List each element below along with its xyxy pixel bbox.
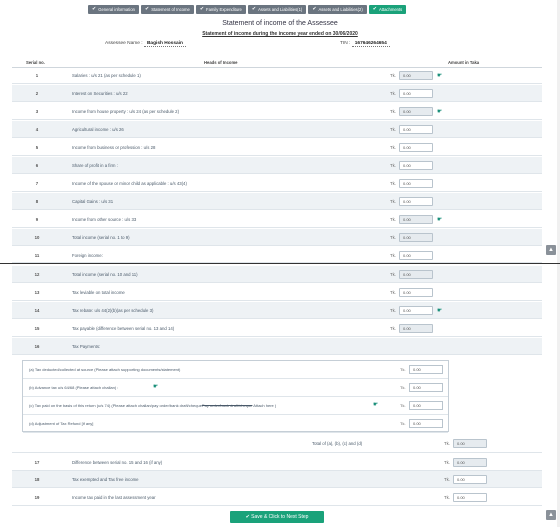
table-row: 15 Tax payable (difference between serial no. 13 and 14) Tk. 0.00 [12,320,542,337]
table-row [12,338,542,355]
income-head: Income from business or profession : u/s 28 [72,145,156,150]
serial-no: 3 [35,109,39,114]
tab-5[interactable]: ✔ Attachments [369,5,406,14]
tab-4[interactable]: ✔ Assets and Liabilities(2) [308,5,366,14]
payment-row: (d) Adjustment of Tax Refund [if any] Tk. 0.00 [23,415,448,433]
income-head: Tax leviable on total income [72,290,125,295]
tax-payments-box [22,360,449,432]
serial-no: 17 [34,460,40,465]
table-row: 2 Interest on Securities : u/s 22 Tk. 0.00 [12,85,542,102]
table-row: 9 Income from other source : u/s 33 Tk. 0.00 ☛ [12,211,542,228]
total-payments-row: Total of (a), (b), (c) and (d) Tk. 0.00 [12,436,542,453]
table-row: 6 Share of profit in a firm : Tk. 0.00 [12,157,542,174]
amount-input[interactable]: 0.00 [399,71,433,80]
serial-no: 14 [34,308,40,313]
payment-row: (c) Tax paid on the basis of this return (u/s 74) (Please attach challan/pay order/bank draft/chequePay order/bank draft/cheque Attach here ) ☛ Tk. 0.00 [23,397,448,415]
check-icon: ✔ [144,6,150,12]
amount-input[interactable]: 0.00 [399,251,433,260]
serial-no: 2 [35,91,39,96]
pointing-hand-icon[interactable]: ☛ [437,72,443,79]
payment-input[interactable]: 0.00 [409,401,443,410]
serial-no: 18 [34,477,40,482]
pointing-hand-icon[interactable]: ☛ [437,108,443,115]
amount-input[interactable]: 0.00 [399,233,433,242]
amount-input[interactable]: 0.00 [399,215,433,224]
page-title: Statement of income of the Assessee [222,20,338,27]
check-icon: ✔ [251,6,257,12]
tab-1[interactable]: ✔ Statement of Income [141,5,194,14]
table-row: 19 Income tax paid in the last assessment year Tk. 0.00 [12,489,542,506]
amount-input[interactable]: 0.00 [399,324,433,333]
income-head: Tax exempted and Tax free income [72,477,139,482]
tab-0[interactable]: ✔ General information [88,5,139,14]
income-head: Income from house property : u/s 24 (as per schedule 2) [72,109,179,114]
pointing-hand-icon[interactable]: ☛ [373,402,379,408]
total-payments-input[interactable]: 0.00 [453,439,487,448]
table-row: 8 Capital Gains : u/s 31 Tk. 0.00 [12,193,542,210]
income-head: Total income (serial no. 10 and 11) [72,272,138,277]
save-next-button[interactable]: ✔ Save & Click to Next Step [230,511,324,523]
income-head: Tax payable (difference between serial no. 13 and 14) [72,326,175,331]
check-icon: ✔ [245,514,250,520]
assessee-name-value: Bagish Hossain [144,41,186,47]
income-head: Income of the spouse or minor child as applicable : u/s 43(4) [72,181,187,186]
payment-input[interactable]: 0.00 [409,383,443,392]
serial-no: 8 [35,199,39,204]
page-subtitle: Statement of income during the income year ended on 30/06/2020 [202,31,358,37]
header-serial: Serial no. [26,60,45,65]
income-head: Agricultural income : u/s 26 [72,127,124,132]
check-icon: ✔ [199,6,205,12]
table-row: 18 Tax exempted and Tax free income Tk. 0.00 [12,471,542,488]
payment-label: (b) Advance tax u/s 64/68 (Please attach challan) : [29,385,119,390]
payment-input[interactable]: 0.00 [409,419,443,428]
table-row: 7 Income of the spouse or minor child as applicable : u/s 43(4) Tk. 0.00 [12,175,542,192]
table-row: 11 Foreign income: Tk. 0.00 [12,247,542,263]
serial-no: 5 [35,145,39,150]
amount-input[interactable]: 0.00 [399,306,433,315]
amount-input[interactable]: 0.00 [399,197,433,206]
assessee-name: Assessee Name : Bagish Hossain [105,41,186,46]
amount-input[interactable]: 0.00 [399,270,433,279]
income-head: Tax Payments: [72,344,101,349]
payment-label: (a) Tax deducted/collected at source (Please attach supporting documents/statement) [29,367,181,372]
amount-input[interactable]: 0.00 [399,107,433,116]
serial-no: 16 [34,344,40,349]
income-head: Income from other source : u/s 33 [72,217,137,222]
income-head: Salaries : u/s 21 (as per schedule 1) [72,73,141,78]
income-head: Share of profit in a firm : [72,163,118,168]
check-icon: ✔ [92,6,97,12]
pointing-hand-icon[interactable]: ☛ [437,307,443,314]
table-row: 17 Difference between serial no. 15 and 16 (if any) Tk. 0.00 [12,454,542,471]
tab-3[interactable]: ✔ Assets and Liabilities(1) [248,5,306,14]
pointing-hand-icon[interactable]: ☛ [153,384,159,390]
amount-input[interactable]: 0.00 [399,89,433,98]
check-icon: ✔ [312,6,317,12]
amount-input[interactable]: 0.00 [399,143,433,152]
serial-no: 12 [34,272,40,277]
serial-no: 1 [35,73,39,78]
table-row: 3 Income from house property : u/s 24 (as per schedule 2) Tk. 0.00 ☛ [12,103,542,120]
step-tabs [88,5,406,14]
tin-value: 167646264654 [352,41,390,47]
payment-label: (d) Adjustment of Tax Refund [if any] [29,421,94,426]
serial-no: 6 [35,163,39,168]
total-payments-label: Total of (a), (b), (c) and (d) [312,441,363,446]
table-row: 14 Tax rebate: u/s 44(2)(b)(as per schedule 3) Tk. 0.00 ☛ [12,302,542,319]
header-amount: Amount in Taka [448,60,480,65]
income-head: Capital Gains : u/s 31 [72,199,114,204]
payment-row: (b) Advance tax u/s 64/68 (Please attach challan) : ☛ Tk. 0.00 [23,379,448,397]
income-head: Income tax paid in the last assessment year [72,495,156,500]
serial-no: 19 [34,495,40,500]
serial-no: 4 [35,127,39,132]
serial-no: 15 [34,326,40,331]
payment-label: (c) Tax paid on the basis of this return (u/s 74) (Please attach challan/pay order/bank draft/chequePay order/bank draft/cheque Attach here ) [29,403,277,408]
scroll-up-icon[interactable]: ▲ [546,245,556,255]
income-head: Interest on Securities : u/s 22 [72,91,128,96]
income-head: Total income (serial no. 1 to 9) [72,235,130,240]
section-divider [0,263,560,264]
table-row: 4 Agricultural income : u/s 26 Tk. 0.00 [12,121,542,138]
scroll-up-icon[interactable]: ▲ [546,510,556,520]
payment-input[interactable]: 0.00 [409,365,443,374]
pointing-hand-icon[interactable]: ☛ [437,216,443,223]
table-row: 10 Total income (serial no. 1 to 9) Tk. 0.00 [12,229,542,246]
serial-no: 9 [35,217,39,222]
tin-number: TIN : 167646264654 [340,41,390,46]
amount-input[interactable]: 0.00 [453,458,487,467]
income-head: Difference between serial no. 15 and 16 (if any) [72,460,163,465]
serial-no: 7 [35,181,39,186]
amount-input[interactable]: 0.00 [399,125,433,134]
table-row: 13 Tax leviable on total income Tk. 0.00 [12,284,542,301]
table-row: 1 Salaries : u/s 21 (as per schedule 1) Tk. 0.00 ☛ [12,67,542,84]
tab-2[interactable]: ✔ Family Expenditure [196,5,246,14]
table-row: 5 Income from business or profession : u/s 28 Tk. 0.00 [12,139,542,156]
table-row: 12 Total income (serial no. 10 and 11) Tk. 0.00 [12,266,542,283]
serial-no: 10 [34,235,40,240]
amount-input[interactable]: 0.00 [453,475,487,484]
income-head: Foreign income: [72,252,103,258]
serial-no: 13 [34,290,40,295]
amount-input[interactable]: 0.00 [399,288,433,297]
payment-row: (a) Tax deducted/collected at source (Please attach supporting documents/statement) Tk. 0.00 [23,361,448,379]
check-icon: ✔ [372,6,377,12]
amount-input[interactable]: 0.00 [453,493,487,502]
amount-input[interactable]: 0.00 [399,161,433,170]
income-head: Tax rebate: u/s 44(2)(b)(as per schedule 3) [72,308,154,313]
amount-input[interactable]: 0.00 [399,179,433,188]
header-heads: Heads of Income [204,60,238,65]
serial-no: 11 [34,252,40,258]
